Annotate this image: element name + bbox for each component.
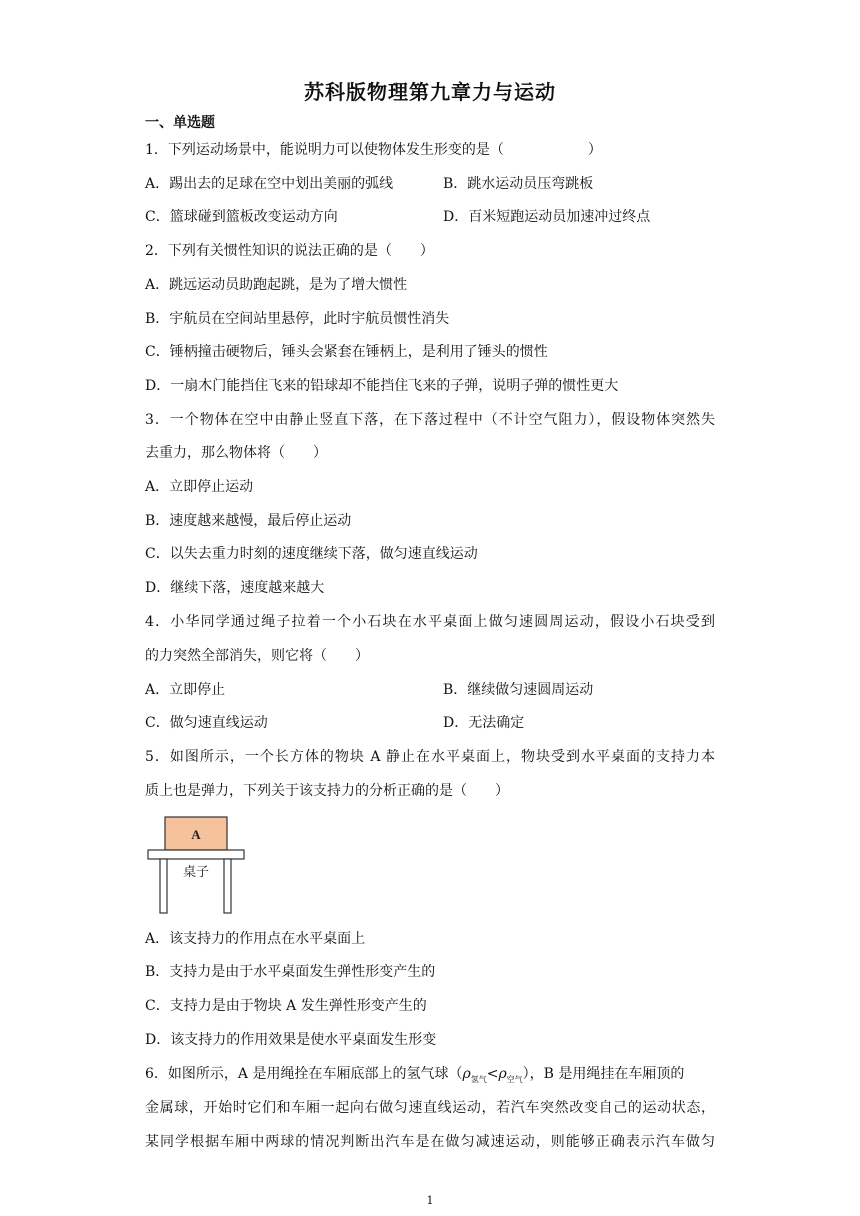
q5-option-d: D．该支持力的作用效果是使水平桌面发生形变 bbox=[145, 1032, 437, 1048]
q1-stem: 1．下列运动场景中，能说明力可以使物体发生形变的是（ ） bbox=[145, 142, 602, 158]
q3-option-d: D．继续下落，速度越来越大 bbox=[145, 580, 325, 596]
q4-option-b: B．继续做匀速圆周运动 bbox=[443, 682, 594, 698]
rho-symbol: ρ bbox=[498, 1066, 507, 1082]
q5-option-a: A．该支持力的作用点在水平桌面上 bbox=[145, 931, 366, 947]
q1-option-b: B．跳水运动员压弯跳板 bbox=[443, 176, 594, 192]
rho-subscript-air: 空气 bbox=[506, 1074, 523, 1084]
q5-option-c: C．支持力是由于物块 A 发生弹性形变产生的 bbox=[145, 998, 427, 1014]
page-number: 1 bbox=[426, 1194, 434, 1207]
rho-subscript-hydrogen: 氢气 bbox=[470, 1074, 487, 1084]
q3-stem-line1: 3．一个物体在空中由静止竖直下落，在下落过程中（不计空气阻力），假设物体突然失 bbox=[145, 412, 715, 428]
q1-option-d: D．百米短跑运动员加速冲过终点 bbox=[443, 209, 651, 225]
q1-option-a: A．踢出去的足球在空中划出美丽的弧线 bbox=[145, 176, 394, 192]
q2-option-a: A．跳远运动员助跑起跳，是为了增大惯性 bbox=[145, 277, 408, 293]
q6-stem-line3: 某同学根据车厢中两球的情况判断出汽车是在做匀减速运动，则能够正确表示汽车做匀 bbox=[145, 1134, 715, 1150]
q2-option-d: D．一扇木门能挡住飞来的铅球却不能挡住飞来的子弹，说明子弹的惯性更大 bbox=[145, 378, 619, 394]
table-top bbox=[148, 850, 244, 859]
q4-stem-line2: 的力突然全部消失，则它将（ ） bbox=[145, 648, 369, 664]
q4-option-a: A．立即停止 bbox=[145, 682, 226, 698]
page-title: 苏科版物理第九章力与运动 bbox=[304, 80, 556, 104]
q4-option-c: C．做匀速直线运动 bbox=[145, 715, 268, 731]
rho-symbol: ρ bbox=[462, 1066, 471, 1082]
q3-option-a: A．立即停止运动 bbox=[145, 479, 254, 495]
less-than-sign: < bbox=[486, 1066, 499, 1082]
q4-option-d: D．无法确定 bbox=[443, 715, 525, 731]
q3-stem-line2: 去重力，那么物体将（ ） bbox=[145, 445, 327, 461]
q4-stem-line1: 4．小华同学通过绳子拉着一个小石块在水平桌面上做匀速圆周运动，假设小石块受到 bbox=[145, 614, 715, 630]
q6-stem-line2: 金属球，开始时它们和车厢一起向右做匀速直线运动，若汽车突然改变自己的运动状态， bbox=[145, 1100, 715, 1116]
table-leg-left bbox=[160, 859, 167, 913]
q6-stem-line1 bbox=[145, 1064, 684, 1090]
q6-stem-pre: 6．如图所示，A 是用绳拴在车厢底部上的氢气球（ bbox=[145, 1066, 463, 1082]
q5-stem-line1: 5．如图所示，一个长方体的物块 A 静止在水平桌面上，物块受到水平桌面的支持力本 bbox=[145, 749, 715, 765]
q3-option-c: C．以失去重力时刻的速度继续下落，做匀速直线运动 bbox=[145, 546, 478, 562]
q2-option-b: B．宇航员在空间站里悬停，此时宇航员惯性消失 bbox=[145, 311, 450, 327]
q5-option-b: B．支持力是由于水平桌面发生弹性形变产生的 bbox=[145, 964, 436, 980]
block-on-table-figure bbox=[145, 815, 250, 917]
block-a-label: A bbox=[191, 827, 201, 842]
table-leg-right bbox=[224, 859, 231, 913]
q3-option-b: B．速度越来越慢，最后停止运动 bbox=[145, 513, 352, 529]
table-label: 桌子 bbox=[182, 865, 210, 880]
section-heading: 一、单选题 bbox=[145, 115, 215, 131]
q1-option-c: C．篮球碰到篮板改变运动方向 bbox=[145, 209, 338, 225]
q6-stem-post: ），B 是用绳挂在车厢顶的 bbox=[522, 1066, 685, 1082]
q2-stem: 2．下列有关惯性知识的说法正确的是（ ） bbox=[145, 243, 434, 259]
q5-stem-line2: 质上也是弹力，下列关于该支持力的分析正确的是（ ） bbox=[145, 783, 509, 799]
q2-option-c: C．锤柄撞击硬物后，锤头会紧套在锤柄上，是利用了锤头的惯性 bbox=[145, 344, 548, 360]
